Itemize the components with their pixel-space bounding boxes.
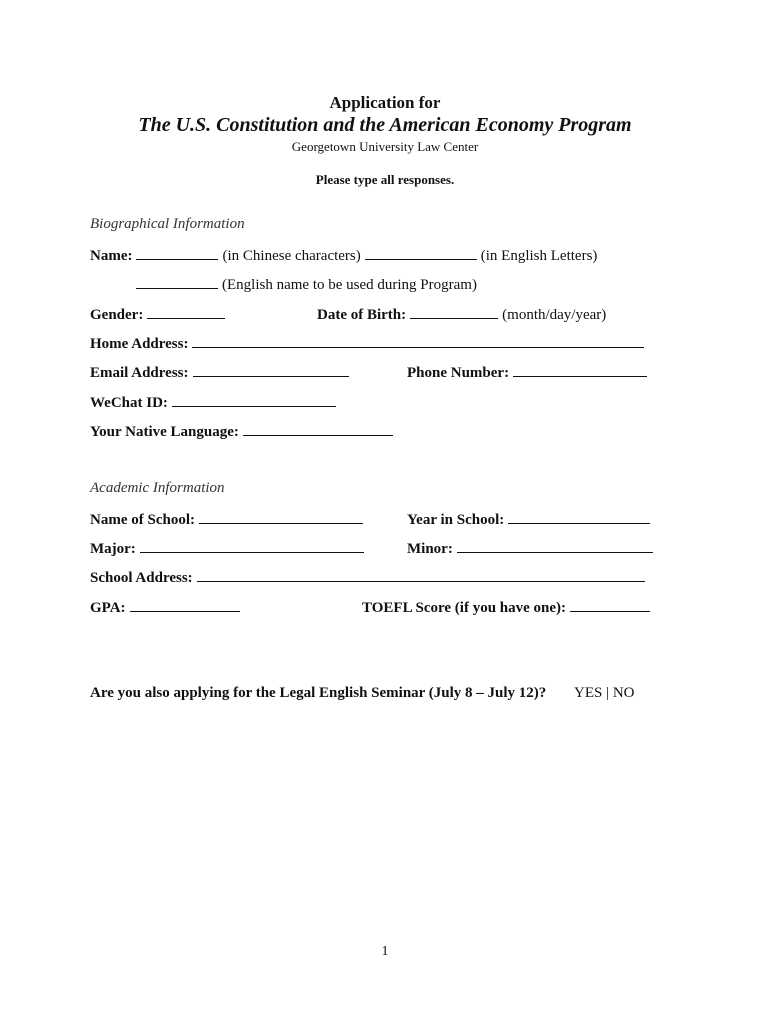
school-name-field[interactable] [199,509,363,524]
name-chinese-field[interactable] [136,245,218,260]
school-address-label: School Address: [90,570,193,586]
wechat-label: WeChat ID: [90,395,168,411]
program-english-name-hint: (English name to be used during Program) [222,277,477,293]
dob-label: Date of Birth: [317,307,407,323]
form-title-prefix: Application for [329,93,441,112]
school-name-label: Name of School: [90,512,195,528]
phone-row [407,362,647,382]
year-in-school-label: Year in School: [407,512,505,528]
minor-label: Minor: [407,541,453,557]
phone-field[interactable] [513,362,647,377]
gpa-field[interactable] [130,597,240,612]
native-language-row [90,421,393,441]
home-address-label: Home Address: [90,336,189,352]
section-heading-biographical: Biographical Information [90,216,245,232]
dob-field[interactable] [410,304,498,319]
program-english-name-field[interactable] [136,274,218,289]
email-row [90,362,349,382]
form-instruction: Please type all responses. [315,172,455,187]
phone-label: Phone Number: [407,365,510,381]
seminar-yes-no-options[interactable]: YES | NO [574,685,635,701]
native-language-label: Your Native Language: [90,424,239,440]
minor-field[interactable] [457,538,653,553]
major-row [90,538,364,558]
wechat-row [90,392,336,412]
gpa-row [90,597,240,617]
toefl-row [362,597,650,617]
seminar-question: Are you also applying for the Legal English Seminar (July 8 – July 12)? [90,685,547,701]
school-name-row [90,509,363,529]
native-language-field[interactable] [243,421,393,436]
home-address-field[interactable] [192,333,644,348]
section-heading-academic: Academic Information [90,480,225,496]
email-label: Email Address: [90,365,189,381]
email-field[interactable] [193,362,349,377]
name-label: Name: [90,248,133,264]
gender-field[interactable] [147,304,225,319]
major-label: Major: [90,541,136,557]
program-name-row [132,274,477,294]
school-address-field[interactable] [197,567,645,582]
institution-name: Georgetown University Law Center [291,139,479,154]
year-in-school-row [407,509,650,529]
school-address-row [90,567,645,587]
toefl-label: TOEFL Score (if you have one): [362,600,567,616]
gpa-label: GPA: [90,600,126,616]
major-field[interactable] [140,538,364,553]
name-english-hint: (in English Letters) [480,248,598,264]
name-row [90,245,597,265]
name-english-field[interactable] [365,245,477,260]
wechat-field[interactable] [172,392,336,407]
name-chinese-hint: (in Chinese characters) [222,248,361,264]
program-title: The U.S. Constitution and the American Economy Program [138,114,632,136]
page-number: 1 [381,944,389,959]
home-address-row [90,333,644,353]
minor-row [407,538,653,558]
toefl-field[interactable] [570,597,650,612]
dob-hint: (month/day/year) [502,307,607,323]
gender-label: Gender: [90,307,144,323]
year-in-school-field[interactable] [508,509,650,524]
gender-row [90,304,225,324]
dob-row [317,304,606,324]
